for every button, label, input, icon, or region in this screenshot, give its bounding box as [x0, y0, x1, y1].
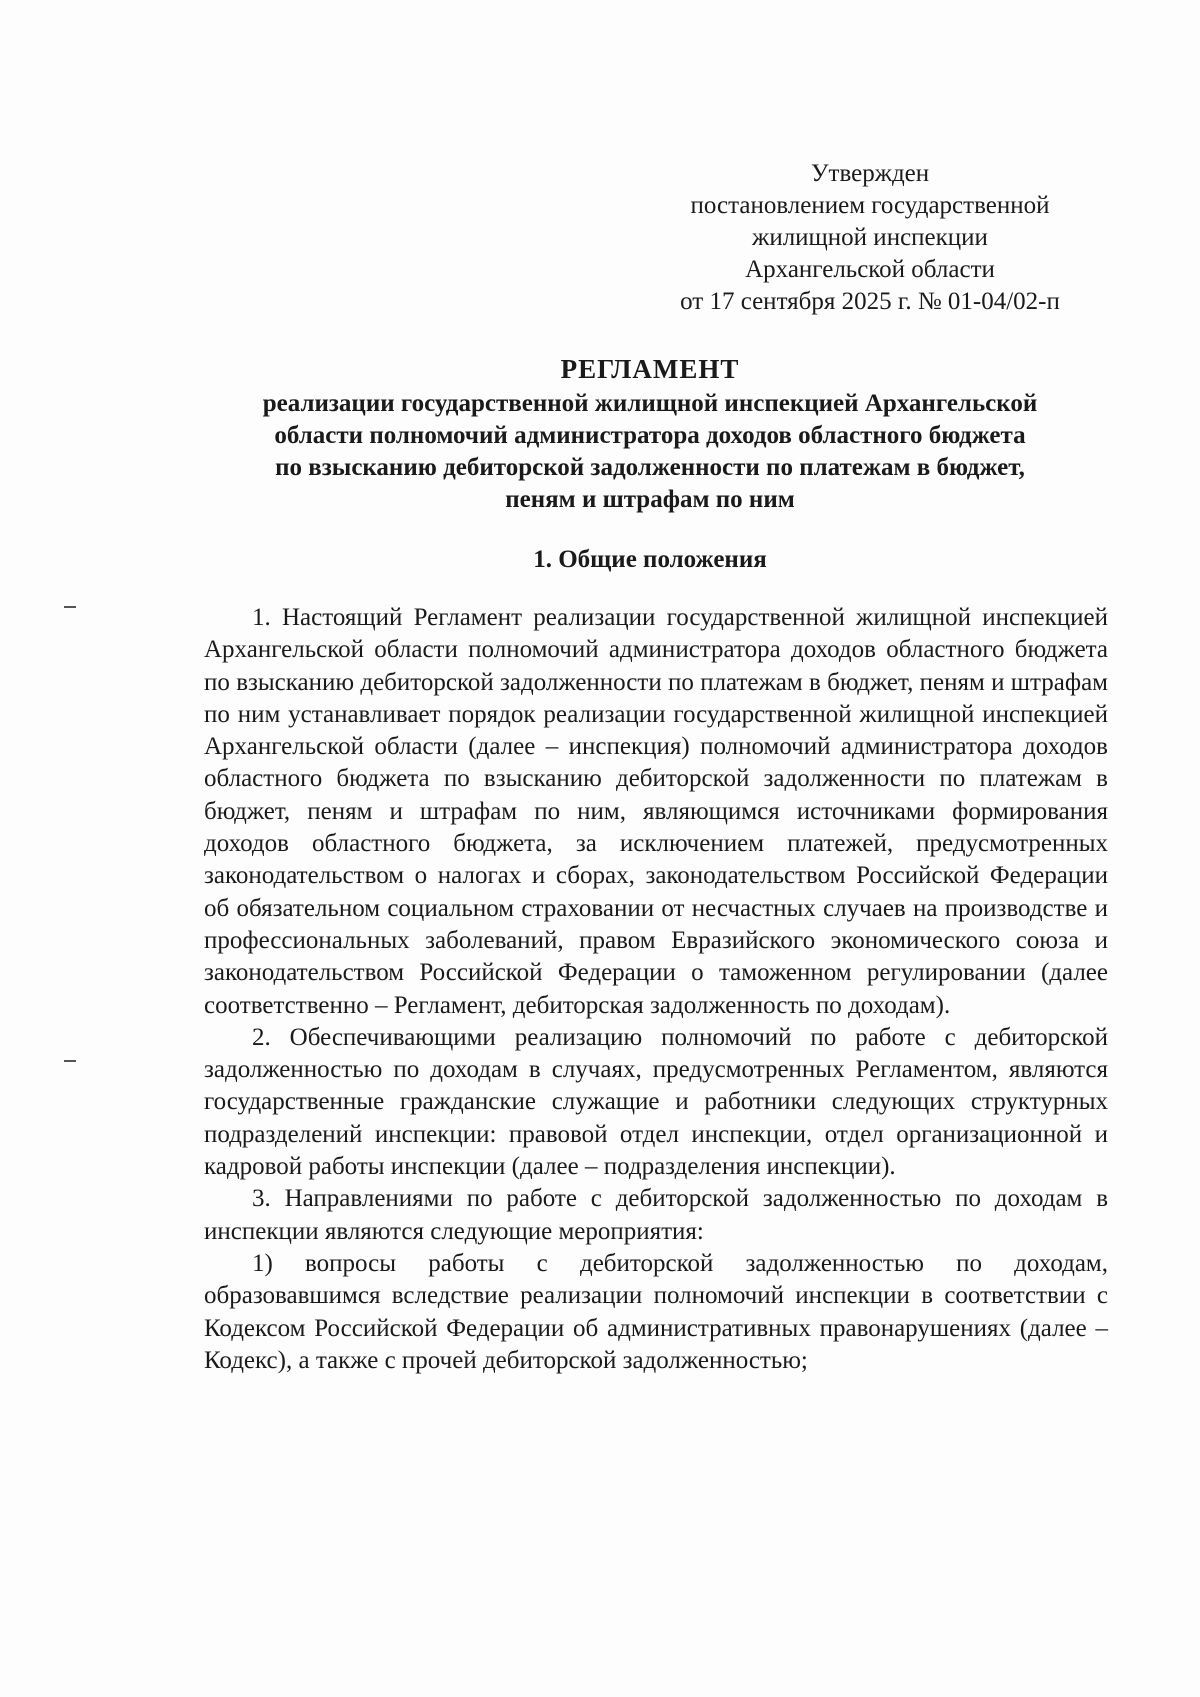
approval-line-inspection: жилищной инспекции — [752, 224, 988, 251]
approval-line-date-number: от 17 сентября 2025 г. № 01-04/02-п — [680, 288, 1060, 315]
subtitle-line-1: реализации государственной жилищной инспекцией Архангельской — [262, 390, 1038, 417]
document-subtitle — [200, 388, 1100, 516]
approval-line-approved: Утвержден — [810, 160, 930, 187]
approval-line-region: Архангельской области — [745, 256, 995, 283]
paragraph-3-item-1: 1) вопросы работы с дебиторской задолженностью по доходам, образовавшимся вследствие реализации полномочий инспекции в соответствии с Кодексом Российской Федерации об административных правонарушениях (далее – Кодекс), а также с прочей дебиторской задолженностью; — [204, 1249, 1108, 1374]
subtitle-line-3: по взысканию дебиторской задолженности по платежам в бюджет, — [275, 454, 1025, 481]
section-heading: 1. Общие положения — [533, 546, 767, 573]
paragraph-2: 2. Обеспечивающими реализацию полномочий по работе с дебиторской задолженностью по доходам в случаях, предусмотренных Регламентом, являются государственные гражданские служащие и работники следующих структурных подразделений инспекции: правовой отдел инспекции, отдел организационной и кадровой работы инспекции (далее – подразделения инспекции). — [204, 1023, 1108, 1181]
paragraph-1: 1. Настоящий Регламент реализации государственной жилищной инспекцией Архангельской области полномочий администратора доходов областного бюджета по взысканию дебиторской задолженности по платежам в бюджет, пеням и штрафам по ним устанавливает порядок реализации государственной жилищной инспекцией Архангельской области (далее – инспекция) полномочий администратора доходов областного бюджета по взысканию дебиторской задолженности по платежам в бюджет, пеням и штрафам по ним, являющимся источниками формирования доходов областного бюджета, за исключением платежей, предусмотренных законодательством о налогах и сборах, законодательством Российской Федерации об обязательном социальном страховании от несчастных случаев на производстве и профессиональных заболеваний, правом Евразийского экономического союза и законодательством Российской Федерации о таможенном регулировании (далее соответственно – Регламент, дебиторская задолженность по доходам). — [204, 604, 1108, 1019]
document-title-block — [200, 352, 1100, 516]
paragraph-3: 3. Направлениями по работе с дебиторской задолженностью по доходам в инспекции являются следующие мероприятия: — [204, 1185, 1108, 1245]
subtitle-line-4: пеням и штрафам по ним — [505, 486, 795, 513]
approval-line-resolution: постановлением государственной — [690, 192, 1050, 219]
document-body — [204, 602, 1108, 1377]
approval-stamp-block — [640, 158, 1100, 318]
document-title: РЕГЛАМЕНТ — [560, 354, 740, 384]
margin-scan-mark-top — [64, 606, 76, 608]
margin-scan-mark-bottom — [64, 1060, 76, 1062]
subtitle-line-2: области полномочий администратора доходов областного бюджета — [274, 422, 1026, 449]
